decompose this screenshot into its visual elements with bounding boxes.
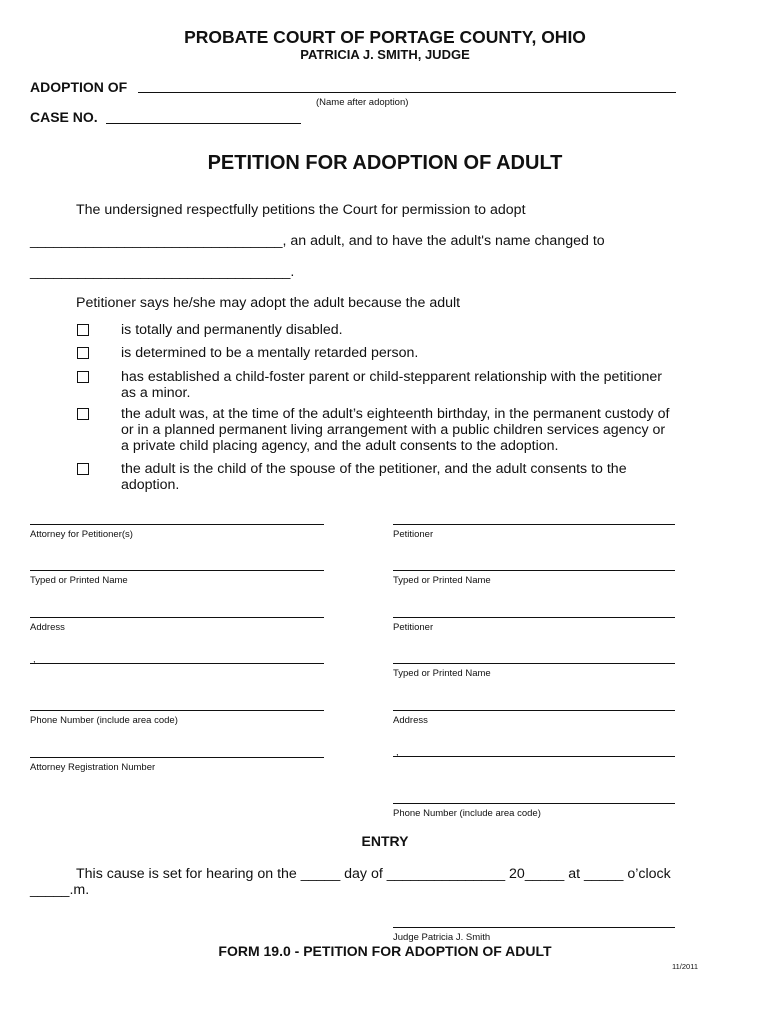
attorney-address-label: Address xyxy=(30,622,65,633)
form-title: FORM 19.0 - PETITION FOR ADOPTION OF ADULT xyxy=(218,943,552,959)
petitioner-address-line[interactable] xyxy=(393,710,675,711)
court-name: PROBATE COURT OF PORTAGE COUNTY, OHIO xyxy=(184,27,586,47)
petitioner-phone-label: Phone Number (include area code) xyxy=(393,808,541,819)
case-no-label: CASE NO. xyxy=(30,109,98,125)
attorney-typed-name-line[interactable] xyxy=(30,570,324,571)
judge-signature-label: Judge Patricia J. Smith xyxy=(393,932,491,943)
attorney-address-line[interactable] xyxy=(30,617,324,618)
entry-heading: ENTRY xyxy=(361,833,409,849)
petitioner2-label: Petitioner xyxy=(393,622,434,633)
hearing-line-2[interactable]: _____.m. xyxy=(30,882,90,898)
revision-date: 11/2011 xyxy=(672,962,698,971)
option-spouse-line-1: the adult is the child of the spouse of the petitioner, and the adult consents to the xyxy=(121,461,627,477)
reason-intro: Petitioner says he/she may adopt the adult because the adult xyxy=(76,295,461,311)
attorney-registration-line[interactable] xyxy=(30,757,324,758)
hearing-line-1[interactable]: This cause is set for hearing on the _____ day of _______________ 20_____ at _____ o’clock xyxy=(76,866,671,882)
petitioner1-signature-line[interactable] xyxy=(393,524,675,525)
judge-name: PATRICIA J. SMITH, JUDGE xyxy=(300,47,470,62)
judge-signature-line[interactable] xyxy=(393,927,675,928)
option-custody-line-2: or in a planned permanent living arrangement with a public children services agency or xyxy=(121,422,666,438)
option-mentally-retarded-text: is determined to be a mentally retarded person. xyxy=(121,345,419,361)
option-custody-line-3: a private child placing agency, and the adult consents to the adoption. xyxy=(121,438,559,454)
petitioner-address-line-2[interactable] xyxy=(393,756,675,757)
petitioner-address-comma: , xyxy=(396,747,399,758)
option-custody-clip xyxy=(121,406,699,458)
new-name-line[interactable]: _________________________________. xyxy=(30,264,295,280)
checkbox-mentally-retarded[interactable] xyxy=(77,347,89,359)
adoption-of-name-line[interactable] xyxy=(138,92,676,93)
attorney-signature-line[interactable] xyxy=(30,524,324,525)
petitioner2-signature-line[interactable] xyxy=(393,617,675,618)
attorney-label: Attorney for Petitioner(s) xyxy=(30,529,133,540)
checkbox-permanent-custody[interactable] xyxy=(77,408,89,420)
attorney-phone-line[interactable] xyxy=(30,710,324,711)
attorney-phone-label: Phone Number (include area code) xyxy=(30,715,178,726)
petitioner2-typed-name-line[interactable] xyxy=(393,663,675,664)
petitioner1-typed-name-line[interactable] xyxy=(393,570,675,571)
checkbox-disabled[interactable] xyxy=(77,324,89,336)
checkbox-spouse-child[interactable] xyxy=(77,463,89,475)
attorney-registration-label: Attorney Registration Number xyxy=(30,762,156,773)
attorney-address-line-2[interactable] xyxy=(30,663,324,664)
name-after-adoption-note: (Name after adoption) xyxy=(316,97,409,108)
petitioner-phone-line[interactable] xyxy=(393,803,675,804)
adoption-of-label: ADOPTION OF xyxy=(30,79,128,95)
case-no-line[interactable] xyxy=(106,123,301,124)
petitioner1-label: Petitioner xyxy=(393,529,434,540)
petitioner1-typed-name-label: Typed or Printed Name xyxy=(393,575,491,586)
checkbox-foster-relationship[interactable] xyxy=(77,371,89,383)
option-disabled-text: is totally and permanently disabled. xyxy=(121,322,343,338)
adoptee-name-line[interactable]: ________________________________, an adult, and to have the adult's name changed to xyxy=(30,233,605,249)
option-foster-line-1: has established a child-foster parent or child-stepparent relationship with the petitioner xyxy=(121,369,663,385)
option-spouse-line-2: adoption. xyxy=(121,477,180,493)
petitioner-address-label: Address xyxy=(393,715,428,726)
option-custody-line-1: the adult was, at the time of the adult’s eighteenth birthday, in the permanent custody of xyxy=(121,406,670,422)
intro-text: The undersigned respectfully petitions the Court for permission to adopt xyxy=(76,202,526,218)
option-foster-line-2: as a minor. xyxy=(121,385,191,401)
page-title: PETITION FOR ADOPTION OF ADULT xyxy=(207,152,563,174)
petitioner2-typed-name-label: Typed or Printed Name xyxy=(393,668,491,679)
attorney-typed-name-label: Typed or Printed Name xyxy=(30,575,128,586)
attorney-address-comma: , xyxy=(33,654,36,665)
